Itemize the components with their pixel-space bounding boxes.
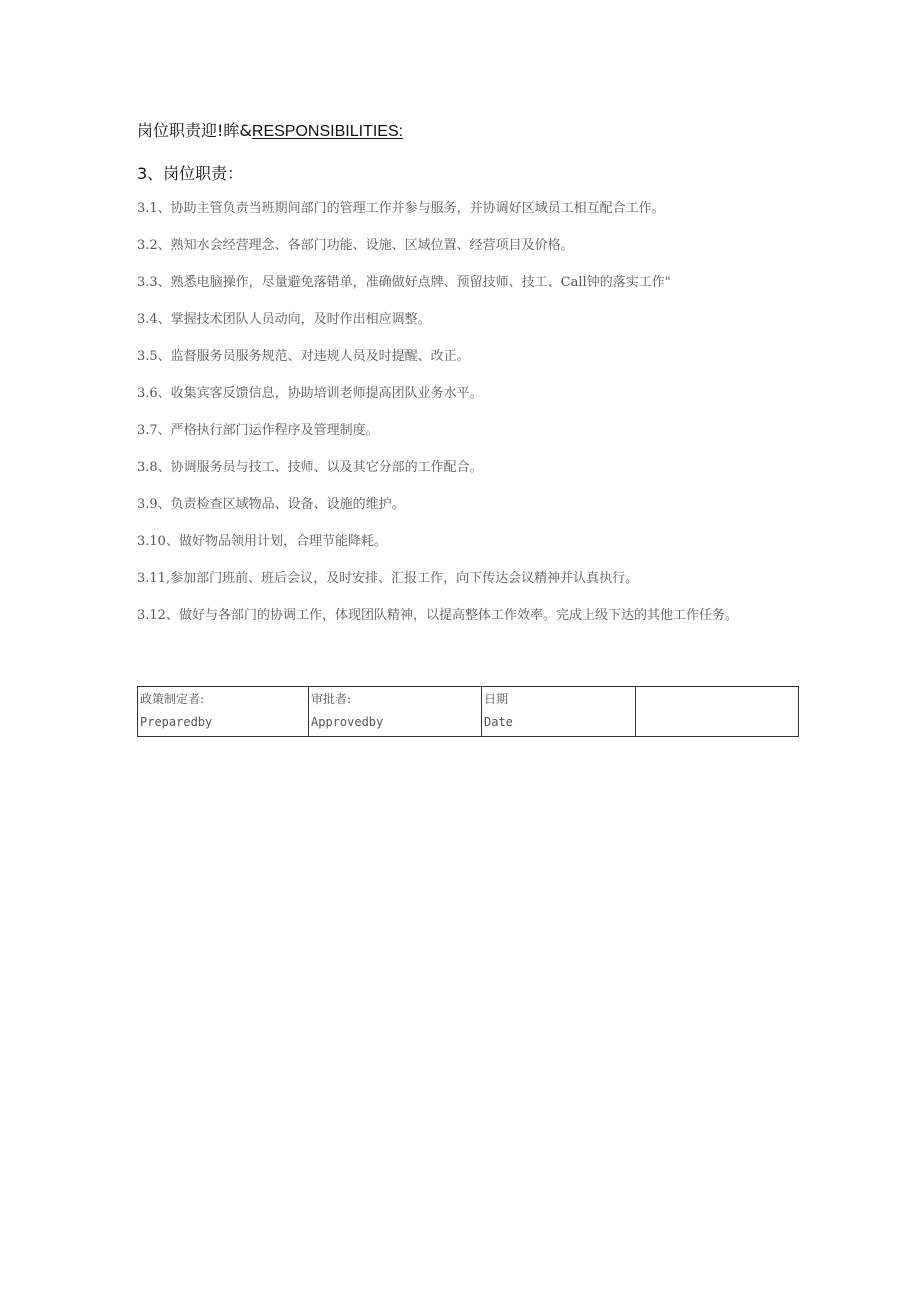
list-item: 3.6、收集宾客反馈信息，协助培训老师提高团队业务水平。 <box>137 386 483 401</box>
list-item: 3.12、做好与各部门的协调工作，体现团队精神，以提高整体工作效率。完成上级下达的其他工作任务。 <box>137 608 738 623</box>
approved-by-label-en: Approvedby <box>311 715 384 729</box>
date-label-cn: 日期 <box>484 692 509 706</box>
list-item: 3.7、严格执行部门运作程序及管理制度。 <box>137 423 379 438</box>
list-item: 3.5、监督服务员服务规范、对违规人员及时提醒、改正。 <box>137 349 470 364</box>
list-item: 3.4、掌握技术团队人员动向，及时作出相应调整。 <box>137 312 431 327</box>
section-title: 3、岗位职责： <box>137 164 244 183</box>
list-item: 3.1、协助主管负责当班期间部门的管理工作并参与服务，并协调好区域员工相互配合工作。 <box>137 201 665 216</box>
responsibilities-heading <box>137 118 403 141</box>
prepared-by-label-cn: 政策制定者: <box>140 692 205 706</box>
heading-cn: 岗位职责迎!眸& <box>137 121 252 140</box>
prepared-by-label-en: Preparedby <box>140 715 213 729</box>
responsibility-list <box>137 199 738 643</box>
list-item: 3.2、熟知水会经营理念、各部门功能、设施、区域位置、经营项目及价格。 <box>137 238 574 253</box>
table-row <box>138 687 799 737</box>
approved-by-label-cn: 审批者: <box>311 692 352 706</box>
prepared-by-cell <box>138 687 309 737</box>
heading-en: RESPONSIBILITIES: <box>251 123 404 140</box>
signature-table <box>137 686 799 737</box>
list-item: 3.9、负责检查区域物品、设备、设施的维护。 <box>137 497 405 512</box>
date-cell <box>482 687 636 737</box>
blank-cell <box>636 687 799 737</box>
list-item: 3.11,参加部门班前、班后会议，及时安排、汇报工作，向下传达会议精神并认真执行。 <box>137 571 639 586</box>
approved-by-cell <box>309 687 482 737</box>
list-item: 3.10、做好物品领用计划，合理节能降耗。 <box>137 534 387 549</box>
date-label-en: Date <box>484 715 513 729</box>
list-item: 3.3、熟悉电脑操作，尽量避免落错单，准确做好点牌、预留技师、技工、Call钟的落实工作" <box>137 275 671 290</box>
list-item: 3.8、协调服务员与技工、技师、以及其它分部的工作配合。 <box>137 460 483 475</box>
